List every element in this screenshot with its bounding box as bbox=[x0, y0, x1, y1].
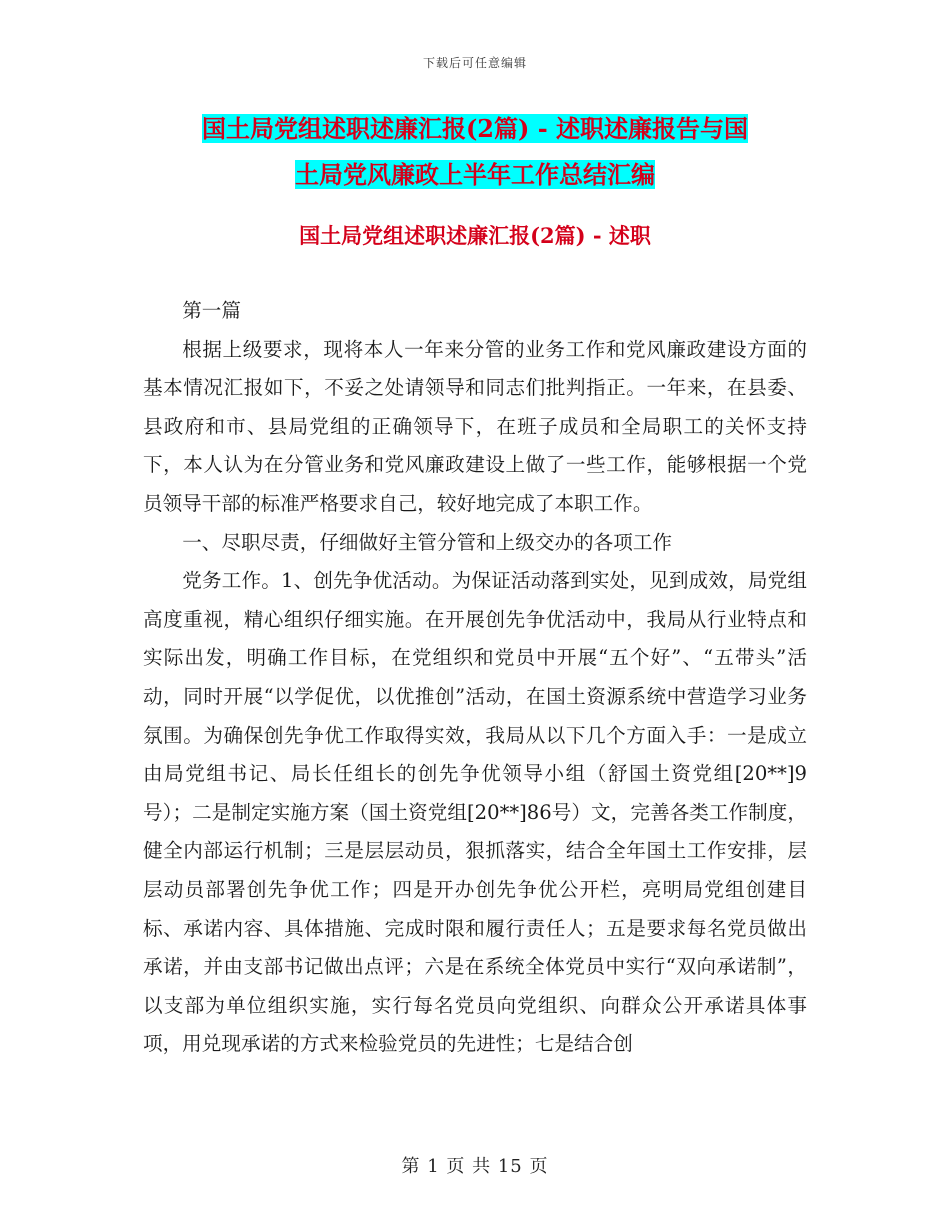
page-header-note: 下载后可任意编辑 bbox=[422, 56, 527, 70]
document-title bbox=[140, 106, 810, 198]
paragraph-heading-1: 一、尽职尽责，仔细做好主管分管和上级交办的各项工作 bbox=[182, 530, 673, 554]
page-number-footer: 第 1 页 共 15 页 bbox=[401, 1156, 549, 1177]
document-body bbox=[143, 292, 807, 1064]
paragraph-intro: 根据上级要求，现将本人一年来分管的业务工作和党风廉政建设方面的基本情况汇报如下，不妥之处请领导和同志们批判指正。一年来，在县委、县政府和市、县局党组的正确领导下，在班子成员和全局职工的关怀支持下，本人认为在分管业务和党风廉政建设上做了一些工作，能够根据一个党员领导干部的标准严格要求自己，较好地完成了本职工作。 bbox=[143, 337, 807, 515]
document-title-line-2: 土局党风廉政上半年工作总结汇编 bbox=[295, 160, 655, 189]
paragraph-part-label: 第一篇 bbox=[182, 299, 241, 322]
paragraph-party-work: 党务工作。1、创先争优活动。为保证活动落到实处，见到成效，局党组高度重视，精心组织仔细实施。在开展创先争优活动中，我局从行业特点和实际出发，明确工作目标，在党组织和党员中开展“五个好”、“五带头”活动，同时开展“以学促优，以优推创”活动，在国土资源系统中营造学习业务氛围。为确保创先争优工作取得实效，我局从以下几个方面入手：一是成立由局党组书记、局长任组长的创先争优领导小组（舒国土资党组[20**]9号）；二是制定实施方案（国土资党组[20**]86号）文，完善各类工作制度，健全内部运行机制；三是层层动员，狠抓落实，结合全年国土工作安排，层层动员部署创先争优工作；四是开办创先争优公开栏，亮明局党组创建目标、承诺内容、具体措施、完成时限和履行责任人；五是要求每名党员做出承诺，并由支部书记做出点评；六是在系统全体党员中实行“双向承诺制”，以支部为单位组织实施，实行每名党员向党组织、向群众公开承诺具体事项，用兑现承诺的方式来检验党员的先进性；七是结合创 bbox=[143, 569, 807, 1056]
document-title-line-1: 国土局党组述职述廉汇报(2篇) - 述职述廉报告与国 bbox=[201, 114, 749, 143]
section-title: 国土局党组述职述廉汇报(2篇) - 述职 bbox=[299, 223, 651, 248]
